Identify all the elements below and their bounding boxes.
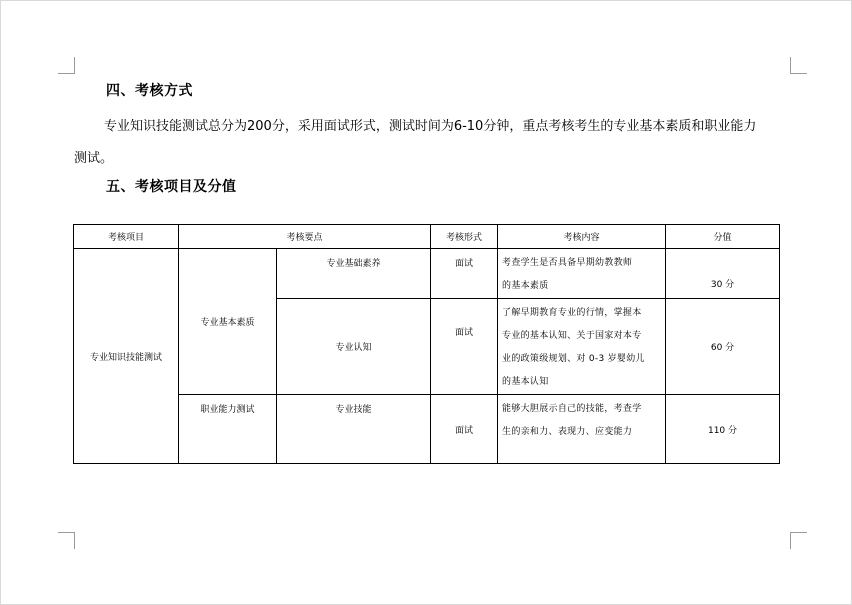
header-score: 分值 [666,225,780,249]
paragraph-line-1: 专业知识技能测试总分为200分，采用面试形式，测试时间为6-10分钟，重点考核考生的专业基本素质和职业能力 [104,119,757,134]
header-form: 考核形式 [431,225,498,249]
table-header-row [74,225,780,249]
table-row [74,395,780,464]
section-5-heading: 五、考核项目及分值 [106,179,237,195]
project-cell: 专业知识技能测试 [74,249,179,464]
section-4-paragraph [74,111,790,175]
score-cell: 30 分 [666,249,780,299]
paragraph-line-2: 测试。 [74,151,114,166]
content-cell: 了解早期教育专业的行情，掌握本 专业的基本认知、关于国家对本专 业的政策级规划、对 0-3 岁婴幼儿 的基本认知 [498,299,666,395]
ability-group-cell: 职业能力测试 [179,395,277,464]
margin-corner-top-right [790,57,807,74]
header-project: 考核项目 [74,225,179,249]
margin-corner-bottom-right [790,532,807,549]
form-cell: 面试 [431,395,498,464]
quality-group-cell: 专业基本素质 [179,249,277,395]
assessment-table [73,224,780,464]
section-4-heading: 四、考核方式 [106,83,193,99]
margin-corner-bottom-left [58,532,75,549]
margin-corner-top-left [58,57,75,74]
content-cell: 考查学生是否具备早期幼教教师 的基本素质 [498,249,666,299]
key-point-cell: 专业认知 [277,299,431,395]
score-cell: 60 分 [666,299,780,395]
header-content: 考核内容 [498,225,666,249]
key-point-cell: 专业基础素养 [277,249,431,299]
header-key-points: 考核要点 [179,225,431,249]
form-cell: 面试 [431,249,498,299]
form-cell: 面试 [431,299,498,395]
content-cell: 能够大胆展示自己的技能，考查学 生的亲和力、表现力、应变能力 [498,395,666,464]
table-row [74,249,780,299]
score-cell: 110 分 [666,395,780,464]
key-point-cell: 专业技能 [277,395,431,464]
